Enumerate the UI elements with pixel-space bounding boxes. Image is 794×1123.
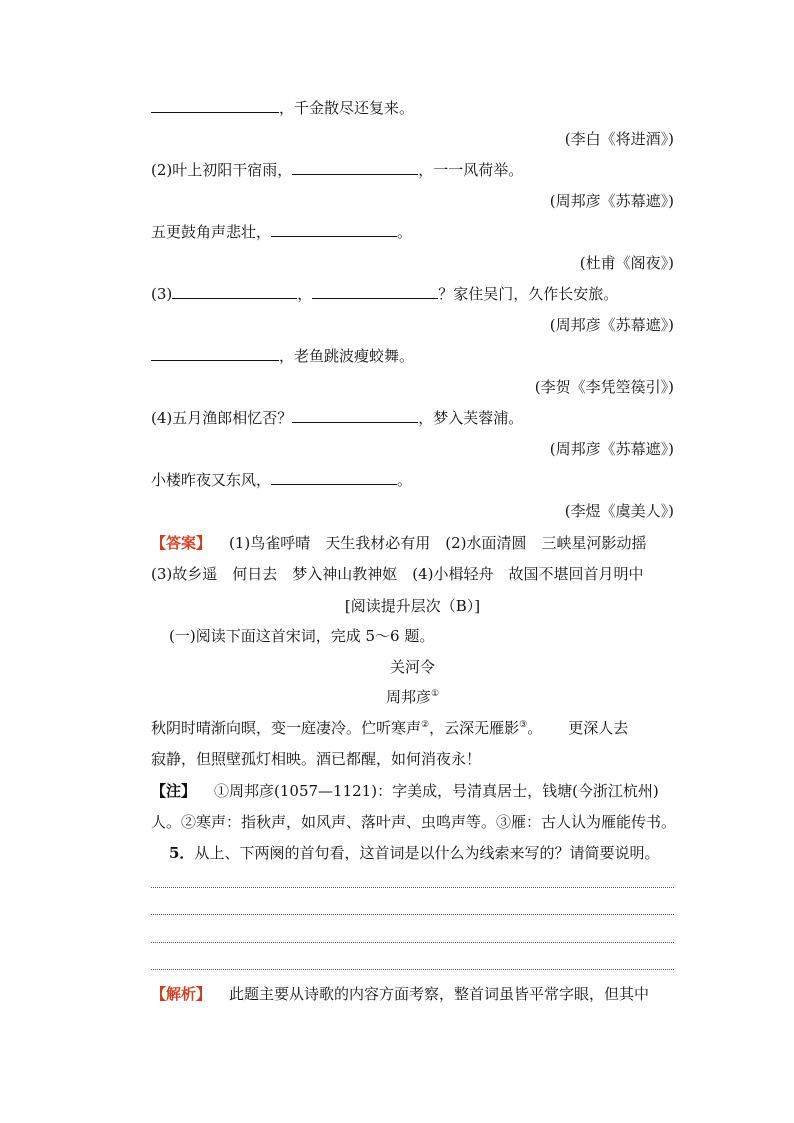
line-text: (2)叶上初阳干宿雨， xyxy=(151,161,293,179)
line-text: ，老鱼跳波瘦蛟舞。 xyxy=(279,347,415,365)
source-zhou-bangyan: (周邦彦《苏幕遮》) xyxy=(549,192,674,210)
fill-blank xyxy=(151,98,279,113)
answer-line-dotted[interactable] xyxy=(151,887,674,888)
footnote-mark: ① xyxy=(430,689,440,699)
line-text: (4)五月渔郎相忆否？ xyxy=(151,409,293,427)
answer-line-1 xyxy=(151,532,674,554)
note-text: ①周邦彦(1057—1121)：字美成，号清真居士，钱塘(今浙江杭州) xyxy=(214,782,659,800)
fill-blank xyxy=(292,408,418,423)
line-blank-4 xyxy=(151,469,674,491)
poem-author xyxy=(151,686,674,708)
answer-line-dotted[interactable] xyxy=(151,914,674,915)
note-line-1 xyxy=(151,780,674,802)
line-blank-2 xyxy=(151,221,674,243)
line-text: ，梦入芙蓉浦。 xyxy=(418,409,524,427)
poem-text: 更深人去 xyxy=(568,719,629,737)
footnote-mark: ③ xyxy=(519,720,528,730)
source-du-fu: (杜甫《阁夜》) xyxy=(579,254,674,272)
source-li-he: (李贺《李凭箜篌引》) xyxy=(534,378,674,396)
analysis-tag: 【解析】 xyxy=(151,985,212,1003)
author-name: 周邦彦 xyxy=(385,688,431,706)
analysis-line xyxy=(151,983,674,1005)
question-number: 5． xyxy=(169,844,195,862)
line-text: ，千金散尽还复来。 xyxy=(279,99,415,117)
fill-blank xyxy=(312,284,438,299)
poem-line-1 xyxy=(151,717,674,739)
line-text: 。 xyxy=(397,471,413,489)
answer-tag: 【答案】 xyxy=(151,534,212,552)
footnote-mark: ② xyxy=(421,720,430,730)
line-blank-3 xyxy=(151,345,674,367)
line-text: ， xyxy=(297,285,313,303)
line-text: 小楼昨夜又东风， xyxy=(151,471,272,489)
line-text: 五更鼓角声悲壮， xyxy=(151,223,272,241)
fill-blank xyxy=(172,284,297,299)
source-li-bai: (李白《将进酒》) xyxy=(564,130,674,148)
reading-intro: (一)阅读下面这首宋词，完成 5～6 题。 xyxy=(169,627,435,645)
question-3-line xyxy=(151,283,674,305)
section-title: [阅读提升层次（B）] xyxy=(344,597,481,615)
note-tag: 【注】 xyxy=(151,782,197,800)
fill-blank xyxy=(271,470,397,485)
fill-blank xyxy=(151,346,279,361)
answer-line-dotted[interactable] xyxy=(151,942,674,943)
line-blank-1 xyxy=(151,97,674,119)
line-text: 。 xyxy=(397,223,413,241)
source-zhou-bangyan: (周邦彦《苏幕遮》) xyxy=(549,440,674,458)
fill-blank xyxy=(271,222,397,237)
answer-text: (1)鸟雀呼晴 天生我材必有用 (2)水面清圆 三峡星河影动摇 xyxy=(229,534,647,552)
answer-line-dotted[interactable] xyxy=(151,969,674,970)
line-text: (3) xyxy=(151,285,173,303)
fill-blank xyxy=(292,160,418,175)
question-text: 从上、下两阕的首句看，这首词是以什么为线索来写的？请简要说明。 xyxy=(194,844,660,862)
line-text: ，一一风荷举。 xyxy=(418,161,524,179)
poem-text: 秋阴时晴渐向暝，变一庭凄冷。伫听寒声 xyxy=(151,719,422,737)
analysis-text: 此题主要从诗歌的内容方面考察，整首词虽皆平常字眼，但其中 xyxy=(229,985,650,1003)
answer-line-2: (3)故乡遥 何日去 梦入神山教神妪 (4)小楫轻舟 故国不堪回首月明中 xyxy=(151,565,644,583)
source-li-yu: (李煜《虞美人》) xyxy=(564,502,674,520)
source-zhou-bangyan: (周邦彦《苏幕遮》) xyxy=(549,316,674,334)
poem-text: ，云深无雁影 xyxy=(429,719,520,737)
poem-text: 。 xyxy=(527,719,543,737)
poem-title: 关河令 xyxy=(389,658,435,676)
question-2-line xyxy=(151,159,674,181)
poem-line-2: 寂静，但照壁孤灯相映。酒已都醒，如何消夜永！ xyxy=(151,750,482,768)
question-5 xyxy=(169,842,692,864)
line-text: ？家住吴门，久作长安旅。 xyxy=(438,285,619,303)
note-line-2: 人。②寒声：指秋声，如风声、落叶声、虫鸣声等。③雁：古人认为雁能传书。 xyxy=(151,813,677,831)
question-4-line xyxy=(151,407,674,429)
